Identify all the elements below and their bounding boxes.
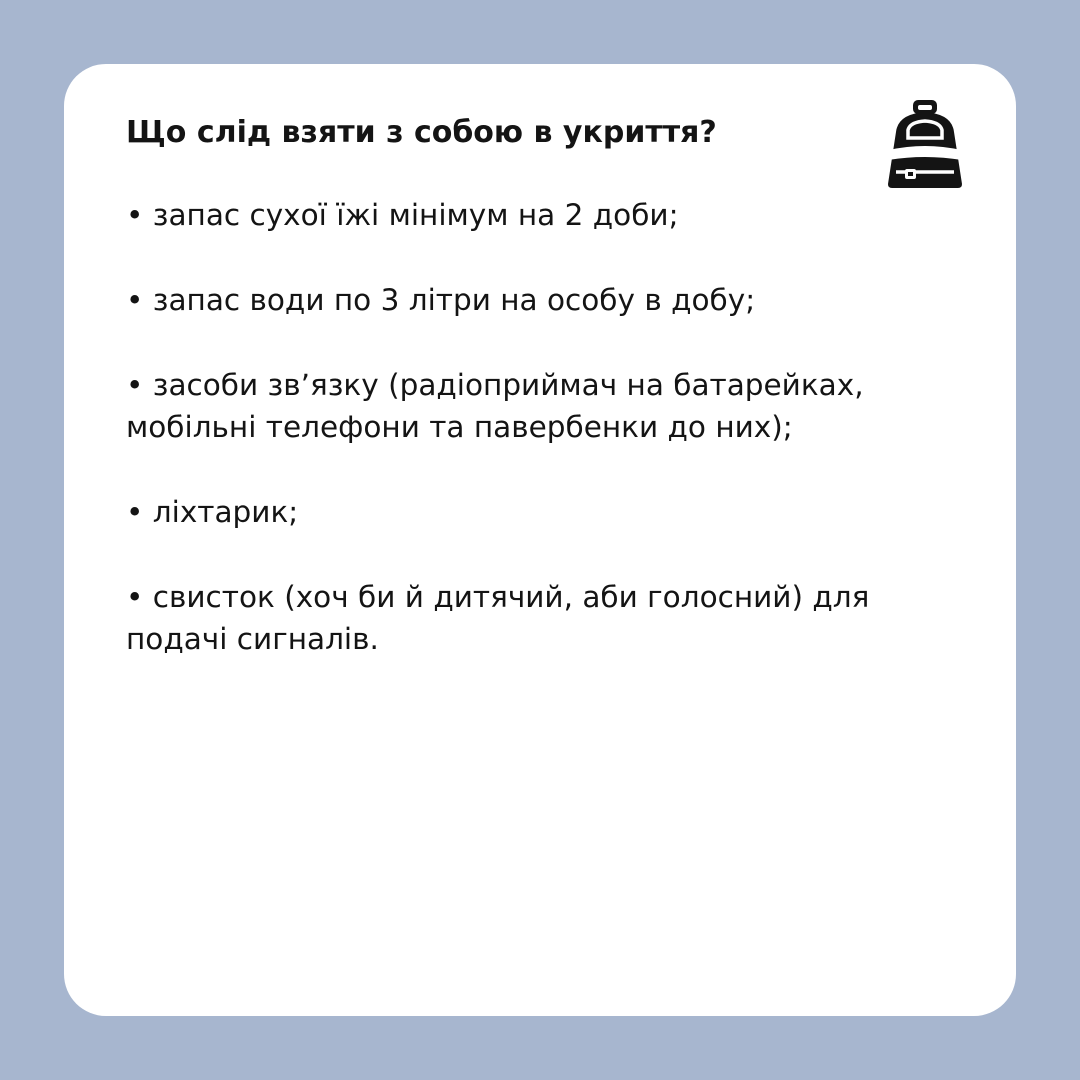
backpack-icon [886,98,964,190]
content-card [64,64,1016,1016]
items-list [126,194,946,703]
page-title: Що слід взяти з собою в укриття? [126,115,717,150]
list-item-whistle: • свисток (хоч би й дитячий, аби голосний) для подачі сигналів. [126,580,870,656]
list-item-food: • запас сухої їжі мінімум на 2 доби; [126,198,679,232]
list-item-water: • запас води по 3 літри на особу в добу; [126,283,756,317]
list-item-flashlight: • ліхтарик; [126,495,299,529]
list-item-communication: • засоби зв’язку (радіоприймач на батарейках, мобільні телефони та павербенки до них); [126,368,864,444]
